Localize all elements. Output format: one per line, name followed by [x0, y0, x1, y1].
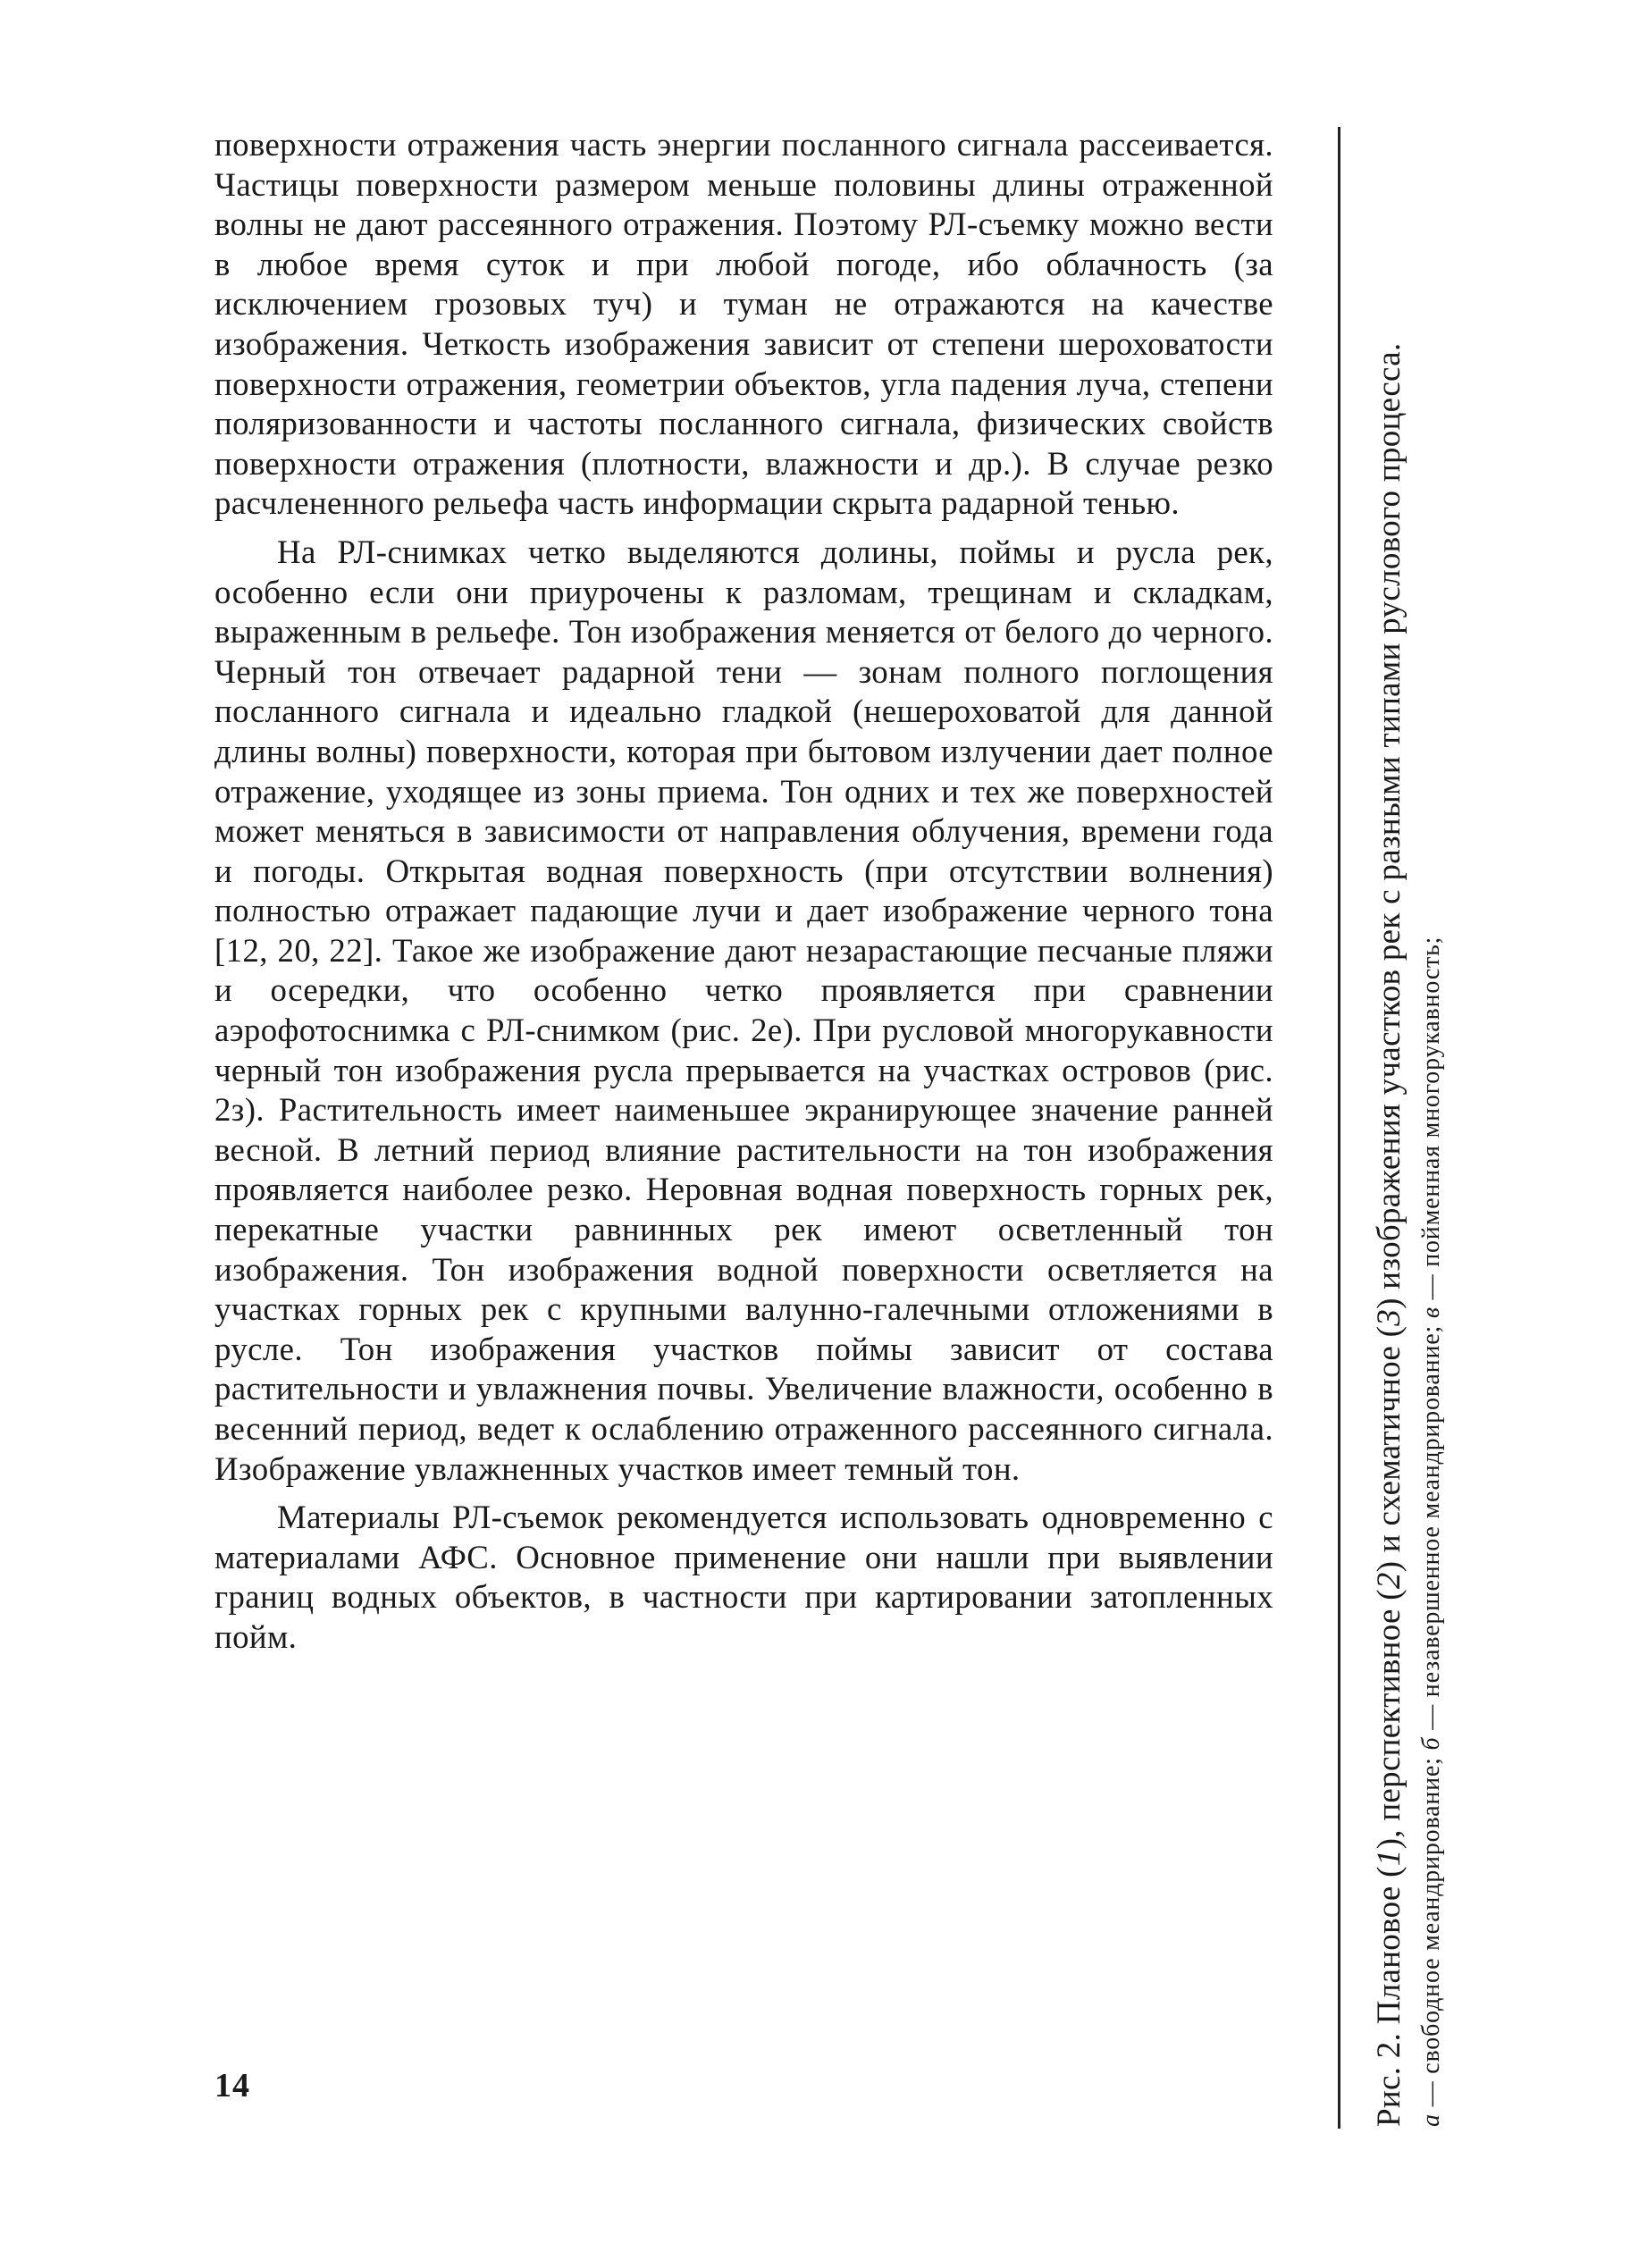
caption-legend — [1412, 125, 1451, 2127]
caption-text: ) и схематичное ( — [1371, 1325, 1408, 1573]
legend-key: а — [1417, 2113, 1445, 2127]
main-text-column — [214, 125, 1273, 1658]
caption-divider — [1338, 127, 1340, 2129]
caption-ref: 2 — [1371, 1572, 1408, 1590]
legend-text: — свободное меандрирование; — [1417, 1750, 1445, 2114]
caption-text: ) изображения участков рек с разными типами руслового процесса. — [1371, 342, 1408, 1309]
legend-key: б — [1417, 1736, 1445, 1751]
caption-text: Рис. 2. Плановое ( — [1371, 1866, 1408, 2127]
caption-ref: 1 — [1371, 1849, 1408, 1867]
legend-text: — пойменная многорукавность; — [1417, 936, 1445, 1307]
figure-caption — [1367, 125, 1501, 2127]
caption-ref: 3 — [1371, 1308, 1408, 1326]
legend-key: в — [1417, 1306, 1445, 1319]
legend-text: — незавершенное меандрирование; — [1417, 1318, 1445, 1737]
caption-title — [1367, 125, 1412, 2127]
paragraph-3: Материалы РЛ-съемок рекомендуется использовать одновременно с материалами АФС. Основное применение они нашли при выявлении границ водных объектов, в частности при картировании затопленных пойм. — [214, 1499, 1273, 1655]
paragraph-1: поверхности отражения часть энергии посланного сигнала рассеивается. Частицы поверхности размером меньше половины длины отраженной волны не дают рассеянного отражения. Поэтому РЛ-съемку можно вести в любое время суток и при любой погоде, ибо облачность (за исключением грозовых туч) и туман не отражаются на качестве изображения. Четкость изображения зависит от степени шероховатости поверхности отражения, геометрии объектов, угла падения луча, степени поляризованности и частоты посланного сигнала, физических свойств поверхности отражения (плотности, влажности и др.). В случае резко расчлененного рельефа часть информации скрыта радарной тенью. — [214, 126, 1273, 522]
paragraph-2: На РЛ-снимках четко выделяются долины, поймы и русла рек, особенно если они приурочены к разломам, трещинам и складкам, выраженным в рельефе. Тон изображения меняется от белого до черного. Черный тон отвечает радарной тени — зонам полного поглощения посланного сигнала и идеально гладкой (нешероховатой для данной длины волны) поверхности, которая при бытовом излучении дает полное отражение, уходящее из зоны приема. Тон одних и тех же поверхностей может меняться в зависимости от направления облучения, времени года и погоды. Открытая водная поверхность (при отсутствии волнения) полностью отражает падающие лучи и дает изображение черного тона [12, 20, 22]. Такое же изображение дают незарастающие песчаные пляжи и осередки, что особенно четко проявляется при сравнении аэрофотоснимка с РЛ-снимком (рис. 2е). При русловой многорукавности черный тон изображения русла прерывается на участках островов (рис. 2з). Растительность имеет наименьшее экранирующее значение ранней весной. В летний период влияние растительности на тон изображения проявляется наиболее резко. Неровная водная поверхность горных рек, перекатные участки равнинных рек имеют осветленный тон изображения. Тон изображения водной поверхности осветляется на участках горных рек с крупными валунно-галечными отложениями в русле. Тон изображения участков поймы зависит от состава растительности и увлажнения почвы. Увеличение влажности, особенно в весенний период, ведет к ослаблению отраженного рассеянного сигнала. Изображение увлажненных участков имеет темный тон. — [214, 533, 1273, 1487]
caption-text: ), перспективное ( — [1371, 1589, 1408, 1850]
page-number: 14 — [214, 2067, 250, 2104]
